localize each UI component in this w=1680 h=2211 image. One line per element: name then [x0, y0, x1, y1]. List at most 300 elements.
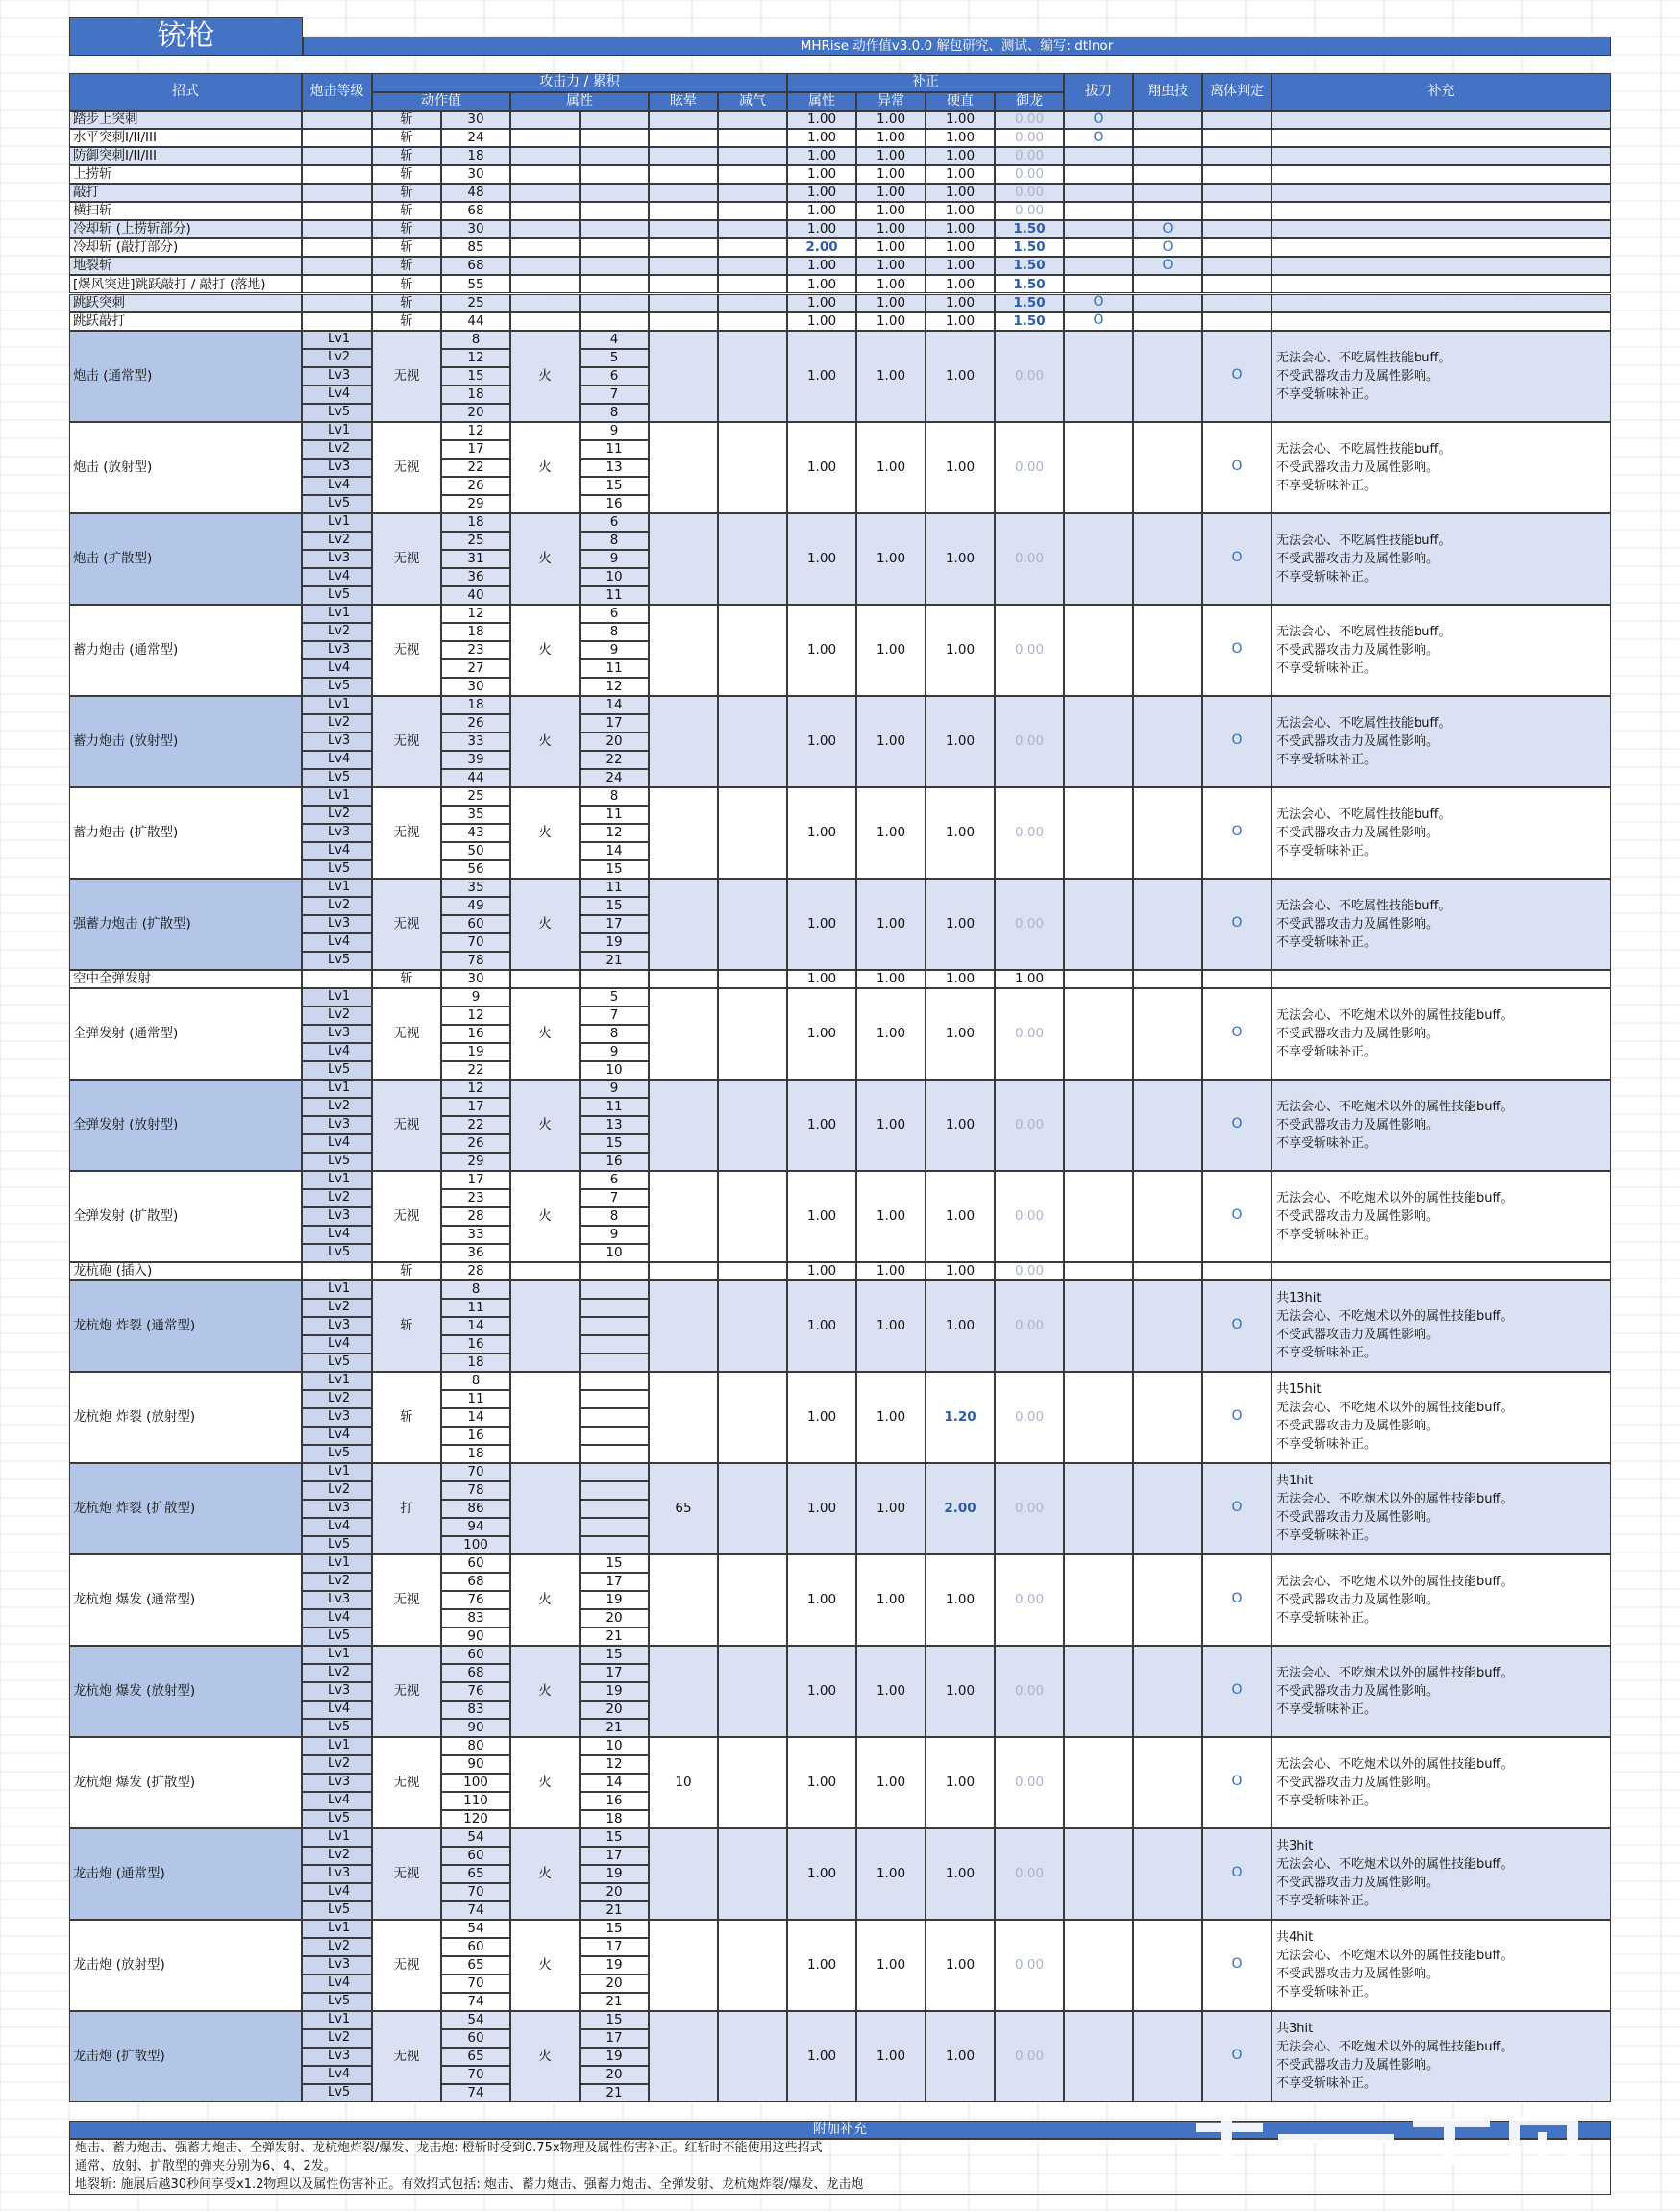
motion-value: 65 — [441, 1956, 510, 1975]
header-mod-dragon: 御龙 — [995, 92, 1064, 111]
element-type: 火 — [510, 1080, 580, 1171]
exhaust-value — [718, 147, 787, 165]
mod-status: 1.00 — [856, 1828, 926, 1920]
mod-element: 1.00 — [787, 988, 856, 1080]
exhaust-value — [718, 202, 787, 220]
move-name: 全弹发射 (扩散型) — [69, 1171, 302, 1262]
element-type — [510, 111, 580, 129]
shell-level-label: Lv5 — [302, 1810, 372, 1828]
shell-level-label: Lv4 — [302, 1883, 372, 1901]
motion-value: 26 — [441, 1134, 510, 1153]
header-attack-group: 攻击力 / 累积 — [372, 73, 787, 92]
move-name: 炮击 (放射型) — [69, 422, 302, 513]
element-value: 17 — [580, 714, 649, 733]
draw-flag — [1064, 1080, 1133, 1171]
motion-value: 27 — [441, 659, 510, 678]
motion-value: 8 — [441, 1280, 510, 1299]
mod-status: 1.00 — [856, 165, 926, 184]
shell-level-label: Lv3 — [302, 733, 372, 751]
stun-value — [649, 129, 718, 147]
element-value: 14 — [580, 842, 649, 860]
motion-value: 65 — [441, 2048, 510, 2066]
element-type — [510, 257, 580, 275]
motion-value: 60 — [441, 1847, 510, 1865]
stun-value — [649, 1828, 718, 1920]
mod-status: 1.00 — [856, 879, 926, 970]
element-value — [580, 1445, 649, 1463]
mod-status: 1.00 — [856, 312, 926, 331]
wirebug-flag — [1133, 1646, 1202, 1737]
mod-element: 1.00 — [787, 1280, 856, 1372]
part-break-flag: O — [1202, 1737, 1272, 1828]
shell-level-label: Lv3 — [302, 824, 372, 842]
element-value — [580, 294, 649, 312]
draw-flag — [1064, 238, 1133, 257]
motion-value: 90 — [441, 1627, 510, 1646]
shell-level-label: Lv4 — [302, 933, 372, 952]
note-cell: 无法会心、不吃炮术以外的属性技能buff。 不受武器攻击力及属性影响。 不享受斩味补正。 — [1272, 1737, 1611, 1828]
exhaust-value — [718, 1262, 787, 1280]
motion-value: 17 — [441, 1171, 510, 1189]
note-cell — [1272, 294, 1611, 312]
stun-value — [649, 184, 718, 202]
wirebug-flag — [1133, 147, 1202, 165]
motion-value: 29 — [441, 495, 510, 513]
motion-value: 25 — [441, 532, 510, 550]
mod-element: 1.00 — [787, 787, 856, 879]
shell-level-label: Lv5 — [302, 1627, 372, 1646]
element-value: 14 — [580, 696, 649, 714]
mod-flinch: 1.00 — [926, 1080, 995, 1171]
motion-value: 30 — [441, 678, 510, 696]
exhaust-value — [718, 422, 787, 513]
element-value — [580, 1390, 649, 1408]
damage-type: 斩 — [372, 1262, 441, 1280]
wirebug-flag — [1133, 1280, 1202, 1372]
shell-level-label: Lv3 — [302, 2048, 372, 2066]
element-value — [580, 970, 649, 988]
move-name: 蓄力炮击 (放射型) — [69, 696, 302, 787]
move-name: 敲打 — [69, 184, 302, 202]
mod-element: 1.00 — [787, 184, 856, 202]
shell-level-label: Lv4 — [302, 477, 372, 495]
part-break-flag: O — [1202, 513, 1272, 605]
note-cell: 共4hit 无法会心、不吃炮术以外的属性技能buff。 不受武器攻击力及属性影响。 不享受斩味补正。 — [1272, 1920, 1611, 2011]
stun-value — [649, 605, 718, 696]
mod-status: 1.00 — [856, 257, 926, 275]
element-value: 7 — [580, 385, 649, 404]
wirebug-flag — [1133, 1554, 1202, 1646]
element-value: 9 — [580, 422, 649, 440]
wirebug-flag — [1133, 1737, 1202, 1828]
stun-value — [649, 331, 718, 422]
mod-element: 1.00 — [787, 2011, 856, 2102]
motion-value: 39 — [441, 751, 510, 769]
element-value: 21 — [580, 1993, 649, 2011]
mod-flinch: 1.00 — [926, 1737, 995, 1828]
element-value: 15 — [580, 860, 649, 879]
motion-value: 60 — [441, 2029, 510, 2048]
mod-flinch: 1.00 — [926, 129, 995, 147]
shell-level-label: Lv2 — [302, 897, 372, 915]
note-cell: 无法会心、不吃炮术以外的属性技能buff。 不受武器攻击力及属性影响。 不享受斩味补正。 — [1272, 1080, 1611, 1171]
element-value: 21 — [580, 1901, 649, 1920]
shell-level-label: Lv3 — [302, 1116, 372, 1134]
move-name: 全弹发射 (放射型) — [69, 1080, 302, 1171]
shell-level-label: Lv1 — [302, 422, 372, 440]
header-modifier-group: 补正 — [787, 73, 1064, 92]
note-cell: 无法会心、不吃炮术以外的属性技能buff。 不受武器攻击力及属性影响。 不享受斩味补正。 — [1272, 1554, 1611, 1646]
shell-level-label: Lv1 — [302, 879, 372, 897]
stun-value — [649, 1554, 718, 1646]
damage-type: 斩 — [372, 165, 441, 184]
element-type — [510, 1262, 580, 1280]
header-notes: 补充 — [1272, 73, 1611, 111]
header-draw: 拔刀 — [1064, 73, 1133, 111]
shell-level-label: Lv5 — [302, 1536, 372, 1554]
motion-value: 18 — [441, 696, 510, 714]
exhaust-value — [718, 1171, 787, 1262]
part-break-flag: O — [1202, 605, 1272, 696]
motion-value: 78 — [441, 952, 510, 970]
element-value: 21 — [580, 1627, 649, 1646]
shell-level-label: Lv3 — [302, 1865, 372, 1883]
shell-level-label: Lv3 — [302, 1408, 372, 1427]
damage-type: 无视 — [372, 787, 441, 879]
header-move: 招式 — [69, 73, 302, 111]
element-value: 8 — [580, 1207, 649, 1226]
mod-status: 1.00 — [856, 331, 926, 422]
shell-level-label: Lv5 — [302, 1901, 372, 1920]
note-cell: 共1hit 无法会心、不吃炮术以外的属性技能buff。 不受武器攻击力及属性影响。 不享受斩味补正。 — [1272, 1463, 1611, 1554]
footer-line: 地裂斩: 施展后越30秒间享受x1.2物理以及属性伤害补正。有效招式包括: 炮击、蓄力炮击、强蓄力炮击、全弹发射、龙杭炮炸裂/爆发、龙击炮 — [75, 2177, 864, 2193]
shell-level-label: Lv1 — [302, 331, 372, 349]
motion-value: 17 — [441, 1098, 510, 1116]
shell-level-cell — [302, 257, 372, 275]
mod-status: 1.00 — [856, 2011, 926, 2102]
stun-value — [649, 1171, 718, 1262]
motion-value: 68 — [441, 202, 510, 220]
mod-element: 1.00 — [787, 1372, 856, 1463]
shell-level-label: Lv2 — [302, 714, 372, 733]
element-value: 4 — [580, 331, 649, 349]
shell-level-label: Lv1 — [302, 787, 372, 806]
note-cell — [1272, 184, 1611, 202]
exhaust-value — [718, 220, 787, 238]
part-break-flag — [1202, 220, 1272, 238]
move-name: 龙杭炮 炸裂 (通常型) — [69, 1280, 302, 1372]
element-value: 15 — [580, 477, 649, 495]
mod-dragon: 0.00 — [995, 696, 1064, 787]
exhaust-value — [718, 605, 787, 696]
mod-flinch: 1.00 — [926, 294, 995, 312]
draw-flag — [1064, 879, 1133, 970]
mod-flinch: 1.00 — [926, 312, 995, 331]
shell-level-label: Lv5 — [302, 404, 372, 422]
wirebug-flag — [1133, 696, 1202, 787]
motion-value: 49 — [441, 897, 510, 915]
element-type: 火 — [510, 605, 580, 696]
mod-flinch: 1.00 — [926, 988, 995, 1080]
stun-value — [649, 202, 718, 220]
draw-flag — [1064, 605, 1133, 696]
footer-header: 附加补充 — [69, 2121, 1611, 2139]
note-cell: 无法会心、不吃炮术以外的属性技能buff。 不受武器攻击力及属性影响。 不享受斩味补正。 — [1272, 988, 1611, 1080]
mod-element: 1.00 — [787, 1646, 856, 1737]
element-type — [510, 147, 580, 165]
shell-level-label: Lv2 — [302, 532, 372, 550]
mod-element: 1.00 — [787, 202, 856, 220]
motion-value: 15 — [441, 367, 510, 385]
wirebug-flag — [1133, 1171, 1202, 1262]
exhaust-value — [718, 165, 787, 184]
header-exhaust: 减气 — [718, 92, 787, 111]
shell-level-label: Lv3 — [302, 1591, 372, 1609]
shell-level-label: Lv2 — [302, 1098, 372, 1116]
note-cell — [1272, 970, 1611, 988]
motion-value: 120 — [441, 1810, 510, 1828]
element-value: 11 — [580, 1098, 649, 1116]
move-name: [爆风突进]跳跃敲打 / 敲打 (落地) — [69, 275, 302, 293]
move-name: 龙击炮 (放射型) — [69, 1920, 302, 2011]
move-name: 龙杭炮 爆发 (通常型) — [69, 1554, 302, 1646]
stun-value — [649, 513, 718, 605]
element-type — [510, 312, 580, 331]
motion-value: 14 — [441, 1317, 510, 1335]
draw-flag — [1064, 988, 1133, 1080]
element-value — [580, 1354, 649, 1372]
mod-flinch: 1.00 — [926, 1171, 995, 1262]
element-type: 火 — [510, 1737, 580, 1828]
sheet-title: 铳枪 — [69, 17, 303, 56]
element-value: 6 — [580, 1171, 649, 1189]
element-value: 15 — [580, 897, 649, 915]
element-value: 18 — [580, 1810, 649, 1828]
mod-element: 1.00 — [787, 1171, 856, 1262]
note-cell — [1272, 202, 1611, 220]
wirebug-flag — [1133, 111, 1202, 129]
element-value: 15 — [580, 1554, 649, 1573]
element-value: 12 — [580, 1755, 649, 1774]
damage-type: 斩 — [372, 202, 441, 220]
element-value: 15 — [580, 1646, 649, 1664]
element-value — [580, 257, 649, 275]
draw-flag — [1064, 331, 1133, 422]
motion-value: 78 — [441, 1481, 510, 1500]
stun-value — [649, 220, 718, 238]
move-name: 龙击炮 (通常型) — [69, 1828, 302, 1920]
shell-level-cell — [302, 220, 372, 238]
shell-level-label: Lv3 — [302, 550, 372, 568]
motion-value: 70 — [441, 1883, 510, 1901]
shell-level-label: Lv3 — [302, 1025, 372, 1043]
exhaust-value — [718, 988, 787, 1080]
damage-type: 无视 — [372, 1646, 441, 1737]
part-break-flag — [1202, 294, 1272, 312]
element-type: 火 — [510, 879, 580, 970]
element-value: 21 — [580, 952, 649, 970]
exhaust-value — [718, 111, 787, 129]
shell-level-label: Lv5 — [302, 1244, 372, 1262]
shell-level-label: Lv1 — [302, 1171, 372, 1189]
shell-level-label: Lv4 — [302, 659, 372, 678]
shell-level-label: Lv5 — [302, 495, 372, 513]
element-value — [580, 1408, 649, 1427]
damage-type: 斩 — [372, 147, 441, 165]
wirebug-flag: O — [1133, 220, 1202, 238]
mod-element: 1.00 — [787, 294, 856, 312]
motion-value: 26 — [441, 714, 510, 733]
shell-level-label: Lv3 — [302, 459, 372, 477]
mod-dragon: 0.00 — [995, 422, 1064, 513]
wirebug-flag — [1133, 1262, 1202, 1280]
motion-value: 30 — [441, 220, 510, 238]
motion-value: 36 — [441, 1244, 510, 1262]
note-cell: 共13hit 无法会心、不吃炮术以外的属性技能buff。 不受武器攻击力及属性影响。 不享受斩味补正。 — [1272, 1280, 1611, 1372]
exhaust-value — [718, 970, 787, 988]
damage-type: 无视 — [372, 513, 441, 605]
mod-dragon: 0.00 — [995, 879, 1064, 970]
damage-type: 无视 — [372, 988, 441, 1080]
move-name: 炮击 (通常型) — [69, 331, 302, 422]
element-type — [510, 202, 580, 220]
element-value: 20 — [580, 733, 649, 751]
element-value: 20 — [580, 2066, 649, 2084]
motion-value: 90 — [441, 1719, 510, 1737]
mod-status: 1.00 — [856, 220, 926, 238]
element-value — [580, 1518, 649, 1536]
stun-value — [649, 238, 718, 257]
motion-value: 68 — [441, 1664, 510, 1682]
wirebug-flag — [1133, 1920, 1202, 2011]
draw-flag — [1064, 1920, 1133, 2011]
mod-status: 1.00 — [856, 238, 926, 257]
shell-level-label: Lv2 — [302, 349, 372, 367]
shell-level-cell — [302, 1262, 372, 1280]
mod-dragon: 0.00 — [995, 202, 1064, 220]
motion-value: 60 — [441, 1646, 510, 1664]
draw-flag — [1064, 165, 1133, 184]
motion-value: 65 — [441, 1865, 510, 1883]
mod-dragon: 0.00 — [995, 165, 1064, 184]
mod-dragon: 0.00 — [995, 513, 1064, 605]
mod-dragon: 0.00 — [995, 1828, 1064, 1920]
shell-level-label: Lv5 — [302, 1993, 372, 2011]
element-value: 13 — [580, 459, 649, 477]
motion-value: 70 — [441, 933, 510, 952]
element-value: 11 — [580, 879, 649, 897]
element-value: 8 — [580, 623, 649, 641]
mod-dragon: 0.00 — [995, 1280, 1064, 1372]
move-name: 跳跃敲打 — [69, 312, 302, 331]
part-break-flag — [1202, 184, 1272, 202]
element-value: 16 — [580, 1792, 649, 1810]
header-mod-status: 异常 — [856, 92, 926, 111]
mod-status: 1.00 — [856, 988, 926, 1080]
element-type — [510, 1463, 580, 1554]
note-cell: 无法会心、不吃炮术以外的属性技能buff。 不受武器攻击力及属性影响。 不享受斩味补正。 — [1272, 1171, 1611, 1262]
motion-value: 85 — [441, 238, 510, 257]
motion-value: 22 — [441, 459, 510, 477]
mod-status: 1.00 — [856, 1463, 926, 1554]
mod-dragon: 0.00 — [995, 1646, 1064, 1737]
shell-level-label: Lv4 — [302, 1701, 372, 1719]
draw-flag — [1064, 422, 1133, 513]
stun-value — [649, 988, 718, 1080]
motion-value: 18 — [441, 147, 510, 165]
element-value: 19 — [580, 2048, 649, 2066]
wirebug-flag — [1133, 1080, 1202, 1171]
mod-dragon: 0.00 — [995, 184, 1064, 202]
part-break-flag — [1202, 238, 1272, 257]
motion-value: 68 — [441, 1573, 510, 1591]
element-type: 火 — [510, 988, 580, 1080]
mod-flinch: 1.00 — [926, 1920, 995, 2011]
part-break-flag — [1202, 970, 1272, 988]
shell-level-label: Lv2 — [302, 1755, 372, 1774]
mod-flinch: 1.00 — [926, 422, 995, 513]
note-cell — [1272, 312, 1611, 331]
draw-flag — [1064, 1280, 1133, 1372]
shell-level-label: Lv1 — [302, 1828, 372, 1847]
damage-type: 斩 — [372, 238, 441, 257]
damage-type: 无视 — [372, 1737, 441, 1828]
stun-value — [649, 696, 718, 787]
motion-value: 30 — [441, 970, 510, 988]
mod-element: 1.00 — [787, 513, 856, 605]
footer-line: 通常、放射、扩散型的弹夹分别为6、4、2发。 — [75, 2159, 336, 2174]
draw-flag — [1064, 257, 1133, 275]
shell-level-label: Lv1 — [302, 1080, 372, 1098]
damage-type: 斩 — [372, 294, 441, 312]
element-value: 6 — [580, 605, 649, 623]
wirebug-flag — [1133, 312, 1202, 331]
element-value: 15 — [580, 1828, 649, 1847]
note-cell: 无法会心、不吃属性技能buff。 不受武器攻击力及属性影响。 不享受斩味补正。 — [1272, 605, 1611, 696]
header-stun: 眩晕 — [649, 92, 718, 111]
draw-flag — [1064, 513, 1133, 605]
damage-type: 斩 — [372, 184, 441, 202]
element-value: 9 — [580, 1080, 649, 1098]
motion-value: 44 — [441, 769, 510, 787]
shell-level-label: Lv3 — [302, 1207, 372, 1226]
shell-level-label: Lv1 — [302, 1920, 372, 1938]
mod-status: 1.00 — [856, 513, 926, 605]
shell-level-label: Lv2 — [302, 1481, 372, 1500]
element-value: 11 — [580, 806, 649, 824]
element-type: 火 — [510, 1554, 580, 1646]
damage-type: 无视 — [372, 422, 441, 513]
part-break-flag — [1202, 275, 1272, 293]
element-type: 火 — [510, 331, 580, 422]
mod-dragon: 0.00 — [995, 1737, 1064, 1828]
damage-type: 打 — [372, 1463, 441, 1554]
element-type: 火 — [510, 787, 580, 879]
mod-dragon: 0.00 — [995, 129, 1064, 147]
shell-level-cell — [302, 147, 372, 165]
element-type — [510, 220, 580, 238]
shell-level-label: Lv4 — [302, 568, 372, 586]
motion-value: 18 — [441, 1354, 510, 1372]
element-type: 火 — [510, 1920, 580, 2011]
mod-dragon: 1.50 — [995, 294, 1064, 312]
note-cell: 无法会心、不吃属性技能buff。 不受武器攻击力及属性影响。 不享受斩味补正。 — [1272, 696, 1611, 787]
mod-status: 1.00 — [856, 184, 926, 202]
damage-type: 斩 — [372, 312, 441, 331]
move-name: 龙杭砲 (插入) — [69, 1262, 302, 1280]
move-name: 水平突刺I/II/III — [69, 129, 302, 147]
mod-flinch: 1.20 — [926, 1372, 995, 1463]
